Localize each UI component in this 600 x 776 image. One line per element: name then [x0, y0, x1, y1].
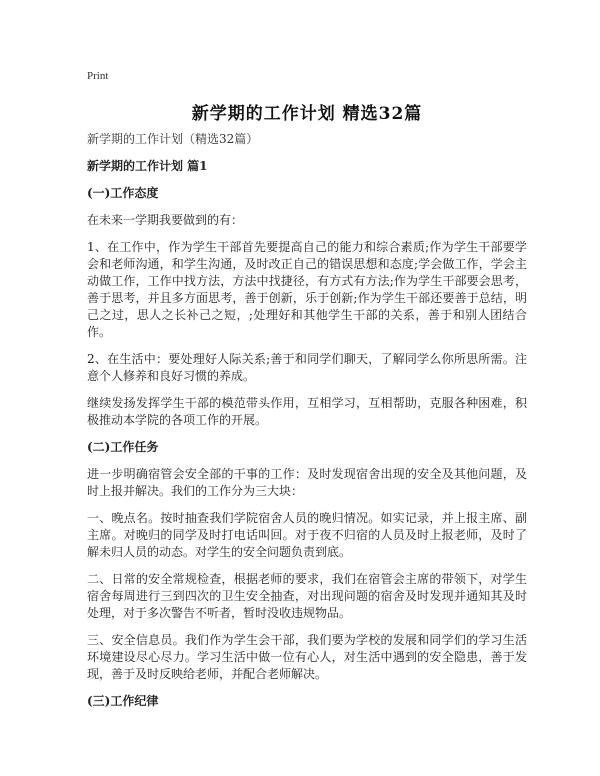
- section-heading: 新学期的工作计划 篇1: [87, 159, 208, 173]
- page-title: 新学期的工作计划 精选32篇: [191, 104, 423, 124]
- document-subtitle: 新学期的工作计划（精选32篇）: [87, 132, 259, 146]
- paragraph: 2、在生活中：要处理好人际关系;善于和同学们聊天，了解同学么你所思所需。注意个人修养和良好习惯的养成。: [87, 352, 527, 383]
- subsection-heading-attitude: (一)工作态度: [87, 186, 159, 200]
- document-body: [87, 131, 527, 720]
- print-link[interactable]: Print: [87, 70, 109, 82]
- subsection-heading-tasks: (二)工作任务: [87, 440, 159, 454]
- paragraph: 一、晚点名。按时抽查我们学院宿舍人员的晚归情况。如实记录，并上报主席、副主席。对晚归的同学及时打电话叫回。对于夜不归宿的人员及时上报老师，及时了解未归人员的动态。对学生的安全问题负责到底。: [87, 511, 527, 559]
- paragraph: 进一步明确宿管会安全部的干事的工作：及时发现宿舍出现的安全及其他问题，及时上报并解决。我们的工作分为三大块：: [87, 467, 527, 498]
- subsection-heading-discipline: (三)工作纪律: [87, 694, 159, 708]
- paragraph: 在未来一学期我要做到的有：: [87, 213, 244, 227]
- paragraph: 继续发扬发挥学生干部的模范带头作用，互相学习，互相帮助，克服各种困难，积极推动本学院的各项工作的开展。: [87, 396, 527, 427]
- paragraph: 1、在工作中，作为学生干部首先要提高自己的能力和综合素质;作为学生干部要学会和老师沟通，和学生沟通，及时改正自己的错误思想和态度;学会做工作，学会主动做工作，工作中找方法，方法中找捷径，有方式有方法;作为学生干部要会思考，善于思考，并且多方面思考，善于创新，乐于创新;作为学生干部还要善于总结，明己之过，思人之长补己之短，;处理好和其他学生干部的关系，善于和别人团结合作。: [87, 240, 527, 339]
- paragraph: 二、日常的安全常规检查，根据老师的要求，我们在宿管会主席的带领下，对学生宿舍每周进行三到四次的卫生安全抽查，对出现问题的宿舍及时发现并通知其及时处理，对于多次警告不听者，暂时没收违规物品。: [87, 572, 527, 620]
- paragraph: 三、安全信息员。我们作为学生会干部，我们要为学校的发展和同学们的学习生活环境建设尽心尽力。学习生活中做一位有心人，对生活中遇到的安全隐患，善于发现，善于及时反映给老师，并配合老师解决。: [87, 633, 527, 681]
